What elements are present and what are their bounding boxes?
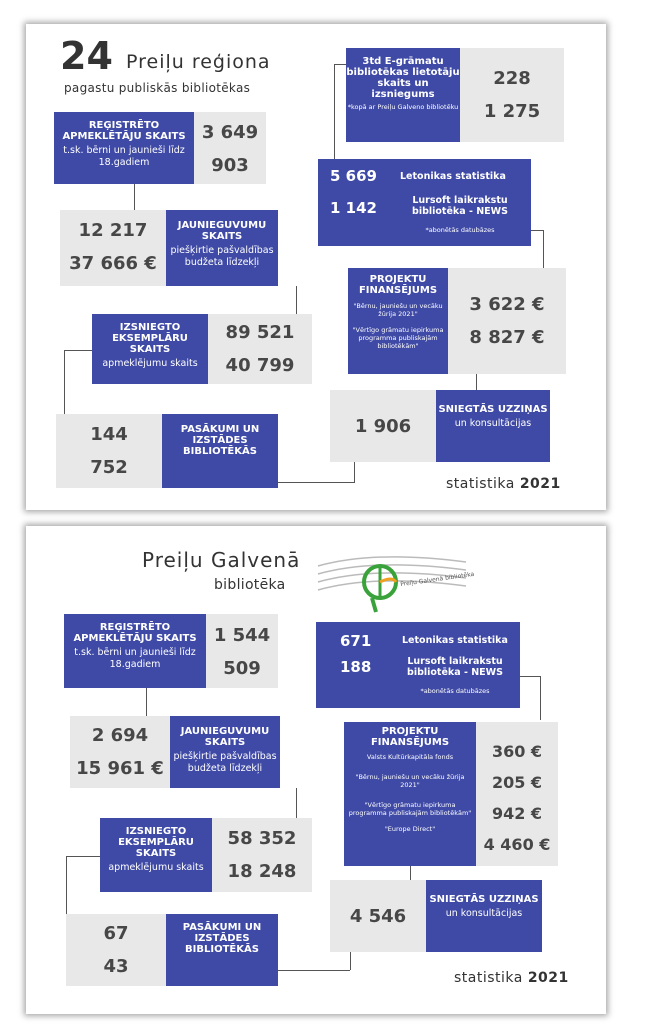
connector	[334, 64, 335, 159]
connector	[146, 688, 147, 716]
connector	[531, 230, 543, 231]
events-count: 67	[103, 923, 129, 944]
lursoft-label: Lursoft laikrakstu bibliotēka - NEWS	[407, 656, 503, 678]
inquiries-value-box	[330, 880, 426, 952]
visitors-title: REĢISTRĒTO APMEKLĒTĀJU SKAITS	[62, 120, 186, 142]
acquisitions-label-box	[166, 210, 278, 286]
projects-values-box	[476, 722, 558, 866]
acquisitions-budget: 37 666 €	[69, 253, 157, 274]
acquisitions-count: 12 217	[78, 220, 148, 241]
loans-items: 58 352	[227, 828, 297, 849]
ebooks-title: 3td E-grāmatu bibliotēkas lietotāju skaits un izsniegums	[346, 56, 460, 100]
visitors-values-box	[194, 112, 266, 184]
project-item: "Vērtīgo grāmatu iepirkuma programma publiskajām bibliotēkām"	[352, 326, 444, 350]
inquiries-value: 4 546	[349, 906, 407, 927]
exhibitions-count: 43	[103, 956, 129, 977]
visitors-total: 3 649	[201, 122, 259, 143]
visitors-total: 1 544	[213, 625, 271, 646]
project-value: 4 460 €	[483, 835, 551, 854]
acquisitions-label-box	[170, 716, 280, 788]
visitors-youth: 903	[211, 155, 249, 176]
inquiries-subtitle: un konsultācijas	[445, 908, 523, 919]
region-stats-panel	[26, 24, 606, 510]
visitors-label-box	[54, 112, 194, 184]
footer-stat	[454, 970, 569, 986]
inquiries-label-box	[426, 880, 542, 952]
loans-visits: 40 799	[225, 355, 295, 376]
loans-title: IZSNIEGTO EKSEMPLĀRU SKAITS	[118, 826, 194, 859]
events-values-box	[66, 914, 166, 986]
project-value: 942 €	[491, 804, 543, 823]
lursoft-value: 1 142	[330, 199, 377, 217]
acquisitions-title: JAUNIEGUVUMU SKAITS	[177, 220, 267, 242]
ebooks-users: 228	[493, 68, 531, 89]
loans-values-box	[208, 314, 312, 384]
acquisitions-title: JAUNIEGUVUMU SKAITS	[180, 726, 270, 748]
project-value: 205 €	[491, 773, 543, 792]
projects-label-box	[348, 268, 448, 374]
ebooks-loans: 1 275	[483, 101, 541, 122]
inquiries-label-box	[436, 390, 550, 462]
connector	[64, 350, 94, 351]
ebooks-note: *kopā ar Preiļu Galveno bibliotēku	[347, 103, 459, 111]
visitors-subtitle: t.sk. bērni un jaunieši līdz 18.gadiem	[74, 647, 196, 670]
loans-values-box	[212, 818, 312, 892]
connector	[354, 462, 355, 483]
heading-subtitle: pagastu publiskās bibliotēkas	[64, 81, 251, 95]
letonika-value: 671	[340, 632, 372, 650]
databases-note: *abonētās datubāzes	[420, 687, 490, 695]
lursoft-value: 188	[340, 658, 372, 676]
visitors-values-box	[206, 614, 278, 688]
visitors-subtitle: t.sk. bērni un jaunieši līdz 18.gadiem	[63, 145, 185, 168]
footer-label: statistika	[454, 970, 523, 986]
heading-title: Preiļu reģiona	[126, 51, 271, 73]
inquiries-title: SNIEGTĀS UZZIŅAS	[438, 404, 548, 415]
library-logo	[316, 546, 486, 616]
acquisitions-subtitle: piešķirtie pašvaldības budžeta līdzekļi	[170, 245, 274, 268]
exhibitions-count: 752	[90, 457, 128, 478]
connector	[296, 788, 297, 818]
loans-label-box	[100, 818, 212, 892]
inquiries-subtitle: un konsultācijas	[454, 418, 532, 429]
connector	[543, 230, 544, 268]
letonika-label: Letonikas statistika	[402, 635, 508, 646]
lursoft-label: Lursoft laikrakstu bibliotēka - NEWS	[412, 195, 508, 217]
loans-subtitle: apmeklējumu skaits	[102, 358, 198, 369]
events-values-box	[56, 414, 162, 488]
projects-title: PROJEKTU FINANSĒJUMS	[358, 274, 438, 296]
connector	[278, 970, 350, 971]
project-item: "Vērtīgo grāmatu iepirkuma programma publiskajām bibliotēkām"	[348, 801, 472, 817]
project-item: "Europe Direct"	[384, 825, 436, 833]
databases-note: *abonētās datubāzes	[425, 226, 495, 234]
heading-subtitle: bibliotēka	[214, 577, 286, 593]
visitors-label-box	[64, 614, 206, 688]
databases-box	[316, 622, 520, 708]
ebooks-label-box	[346, 48, 460, 142]
footer-year: 2021	[527, 970, 569, 986]
footer-year: 2021	[519, 476, 561, 492]
heading-title: Preiļu Galvenā	[142, 548, 301, 572]
main-library-panel	[26, 526, 606, 1014]
acquisitions-count: 2 694	[91, 725, 149, 746]
project-item: "Bērnu, jauniešu un vecāku žūrija 2021"	[355, 773, 465, 789]
loans-label-box	[92, 314, 208, 384]
acquisitions-budget: 15 961 €	[76, 758, 164, 779]
letonika-label: Letonikas statistika	[400, 171, 506, 182]
events-title: PASĀKUMI UN IZSTĀDES BIBLIOTĒKĀS	[182, 922, 262, 955]
visitors-youth: 509	[223, 658, 261, 679]
project-value: 8 827 €	[469, 327, 545, 348]
project-value: 360 €	[491, 742, 543, 761]
loans-items: 89 521	[225, 322, 295, 343]
connector	[476, 374, 477, 390]
events-label-box	[166, 914, 278, 986]
loans-visits: 18 248	[227, 861, 297, 882]
project-item: Valsts Kultūrkapitāla fonds	[366, 753, 454, 761]
logo-text: Preiļu Galvenā bibliotēka	[399, 570, 475, 589]
loans-title: IZSNIEGTO EKSEMPLĀRU SKAITS	[112, 322, 188, 355]
events-label-box	[162, 414, 278, 488]
letonika-value: 5 669	[330, 167, 377, 185]
databases-box	[318, 159, 531, 246]
connector	[540, 676, 541, 720]
projects-values-box	[448, 268, 566, 374]
footer-label: statistika	[446, 476, 515, 492]
events-count: 144	[90, 424, 128, 445]
acquisitions-values-box	[70, 716, 170, 788]
inquiries-value-box	[330, 390, 436, 462]
projects-label-box	[344, 722, 476, 866]
connector	[520, 676, 540, 677]
connector	[66, 856, 67, 914]
connector	[350, 952, 351, 970]
footer-stat	[446, 476, 561, 492]
acquisitions-subtitle: piešķirtie pašvaldības budžeta līdzekļi	[173, 751, 277, 774]
projects-title: PROJEKTU FINANSĒJUMS	[370, 726, 450, 748]
project-item: "Bērnu, jauniešu un vecāku žūrija 2021"	[353, 302, 443, 318]
connector	[66, 856, 100, 857]
connector	[410, 866, 411, 880]
region-library-count: 24	[60, 34, 113, 78]
ebooks-values-box	[460, 48, 564, 142]
loans-subtitle: apmeklējumu skaits	[108, 862, 204, 873]
connector	[278, 482, 354, 483]
visitors-title: REĢISTRĒTO APMEKLĒTĀJU SKAITS	[73, 622, 197, 644]
acquisitions-values-box	[60, 210, 166, 286]
events-title: PASĀKUMI UN IZSTĀDES BIBLIOTĒKĀS	[180, 424, 260, 457]
project-value: 3 622 €	[469, 294, 545, 315]
connector	[64, 350, 65, 414]
inquiries-value: 1 906	[354, 416, 412, 437]
inquiries-title: SNIEGTĀS UZZIŅAS	[429, 894, 539, 905]
connector	[334, 64, 346, 65]
